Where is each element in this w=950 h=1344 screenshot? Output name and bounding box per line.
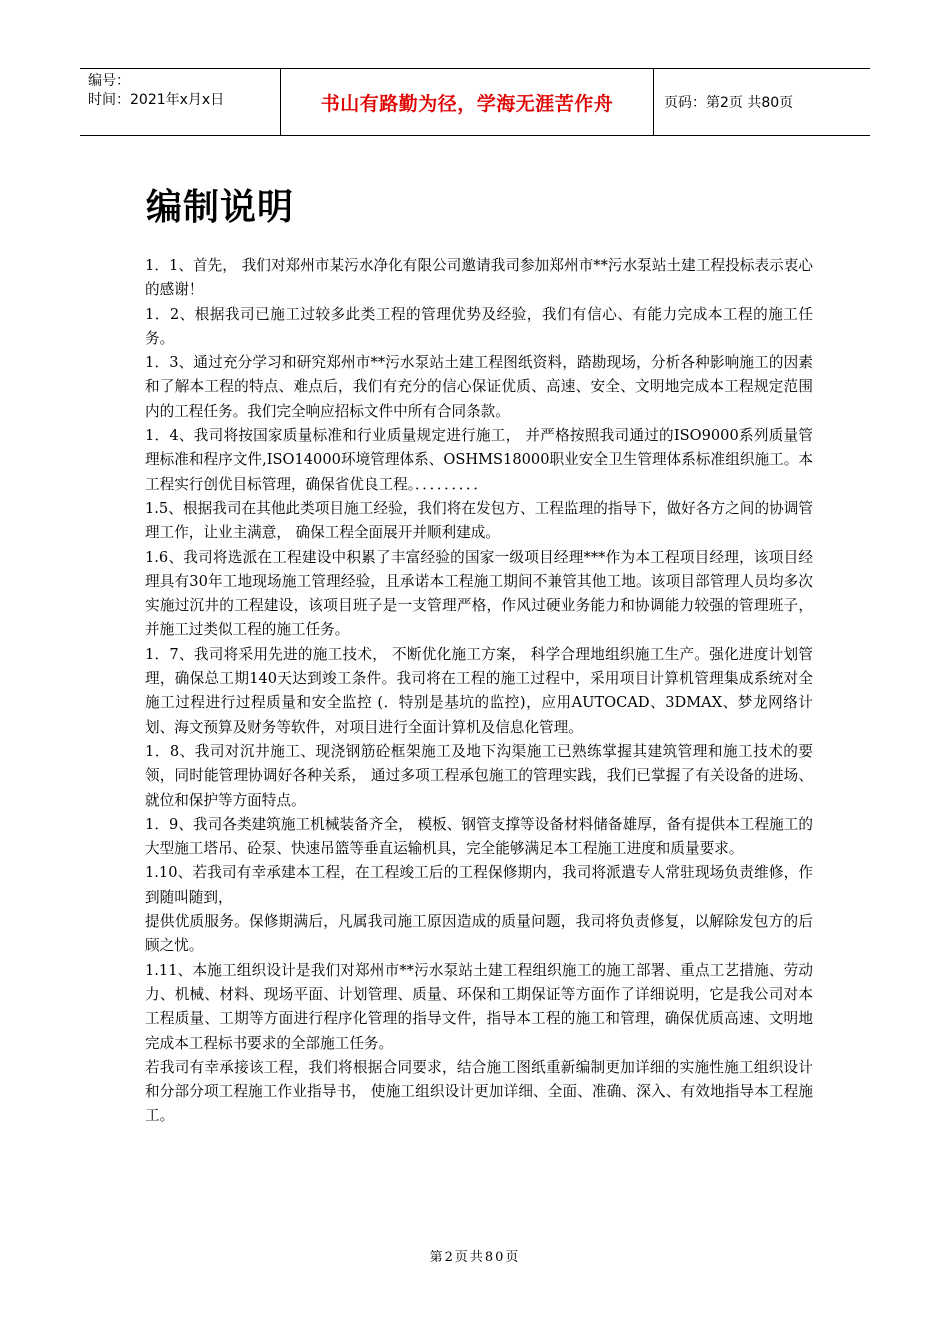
paragraph-1-6: 1.6、我司将选派在工程建设中积累了丰富经验的国家一级项目经理***作为本工程项目经理，该项目经理具有30年工地现场施工管理经验，且承诺本工程施工期间不兼管其他工地。该项目部管理人员均多次实施过沉井的工程建设，该项目班子是一支管理严格，作风过硬业务能力和协调能力较强的管理班子，并施工过类似工程的施工任务。 xyxy=(145,548,813,639)
header-page-info: 页码：第2页 共80页 xyxy=(664,95,794,111)
paragraph-1-4: 1．4、我司将按国家质量标准和行业质量规定进行施工， 并严格按照我司通过的ISO9000系列质量管理标准和程序文件,ISO14000环境管理体系、OSHMS18000职业安全卫生管理体系标准组织施工。本工程实行创优目标管理，确保省优良工程。．．．．．．．．． xyxy=(145,427,813,493)
paragraph-1-3: 1．3、通过充分学习和研究郑州市**污水泵站土建工程图纸资料，踏勘现场，分析各种影响施工的因素和了解本工程的特点、难点后，我们有充分的信心保证优质、高速、安全、文明地完成本工程规定范围内的工程任务。我们完全响应招标文件中所有合同条款。 xyxy=(145,354,813,420)
document-time-label: 时间：2021年x月x日 xyxy=(88,92,225,108)
paragraph-1-5: 1.5、根据我司在其他此类项目施工经验，我们将在发包方、工程监理的指导下，做好各方之间的协调管理工作，让业主满意， 确保工程全面展开并顺利建成。 xyxy=(145,499,813,542)
header-motto: 书山有路勤为径，学海无涯苦作舟 xyxy=(280,69,654,135)
paragraph-1-11: 1.11、本施工组织设计是我们对郑州市**污水泵站土建工程组织施工的施工部署、重点工艺措施、劳动力、机械、材料、现场平面、计划管理、质量、环保和工期保证等方面作了详细说明，它是我公司对本工程质量、工期等方面进行程序化管理的指导文件，指导本工程的施工和管理，确保优质高速、文明地完成本工程标书要求的全部施工任务。 xyxy=(145,961,813,1052)
paragraph-1-10: 1.10、若我司有幸承建本工程，在工程竣工后的工程保修期内，我司将派遣专人常驻现场负责维修，作到随叫随到， xyxy=(145,864,813,906)
paragraph-1-10-continued: 提供优质服务。保修期满后，凡属我司施工原因造成的质量问题，我司将负责修复，以解除发包方的后顾之忧。 xyxy=(145,913,813,955)
document-body xyxy=(145,254,813,1129)
paragraph-closing: 若我司有幸承接该工程，我们将根据合同要求，结合施工图纸重新编制更加详细的实施性施工组织设计和分部分项工程施工作业指导书， 使施工组织设计更加详细、全面、准确、深入、有效地指导本工程施工。 xyxy=(145,1058,813,1125)
page-title: 编制说明 xyxy=(146,187,295,228)
paragraph-1-8: 1．8、我司对沉井施工、现浇钢筋砼框架施工及地下沟渠施工已熟练掌握其建筑管理和施工技术的要领，同时能管理协调好各种关系， 通过多项工程承包施工的管理实践，我们已掌握了有关设备的进场、就位和保护等方面特点。 xyxy=(145,742,813,809)
paragraph-1-7: 1．7、我司将采用先进的施工技术， 不断优化施工方案， 科学合理地组织施工生产。强化进度计划管理，确保总工期140天达到竣工条件。我司将在工程的施工过程中，采用项目计算机管理集成系统对全施工过程进行过程质量和安全监控 (．特别是基坑的监控)，应用AUTOCAD、3DMAX、梦龙网络计划、海文预算及财务等软件，对项目进行全面计算机及信息化管理。 xyxy=(145,645,813,736)
paragraph-1-9: 1．9、我司各类建筑施工机械装备齐全， 模板、钢管支撑等设备材料储备雄厚，备有提供本工程施工的大型施工塔吊、砼泵、快速吊篮等垂直运输机具，完全能够满足本工程施工进度和质量要求。 xyxy=(145,815,813,858)
document-number-label: 编号： xyxy=(88,73,130,89)
paragraph-1-1: 1．1、首先， 我们对郑州市某污水净化有限公司邀请我司参加郑州市**污水泵站土建工程投标表示衷心的感谢！ xyxy=(145,257,813,299)
page-header xyxy=(80,68,870,136)
paragraph-1-2: 1．2、根据我司已施工过较多此类工程的管理优势及经验，我们有信心、有能力完成本工程的施工任务。 xyxy=(145,305,813,347)
page-footer: 第2页共80页 xyxy=(429,1250,521,1265)
header-left-cell xyxy=(80,69,280,135)
